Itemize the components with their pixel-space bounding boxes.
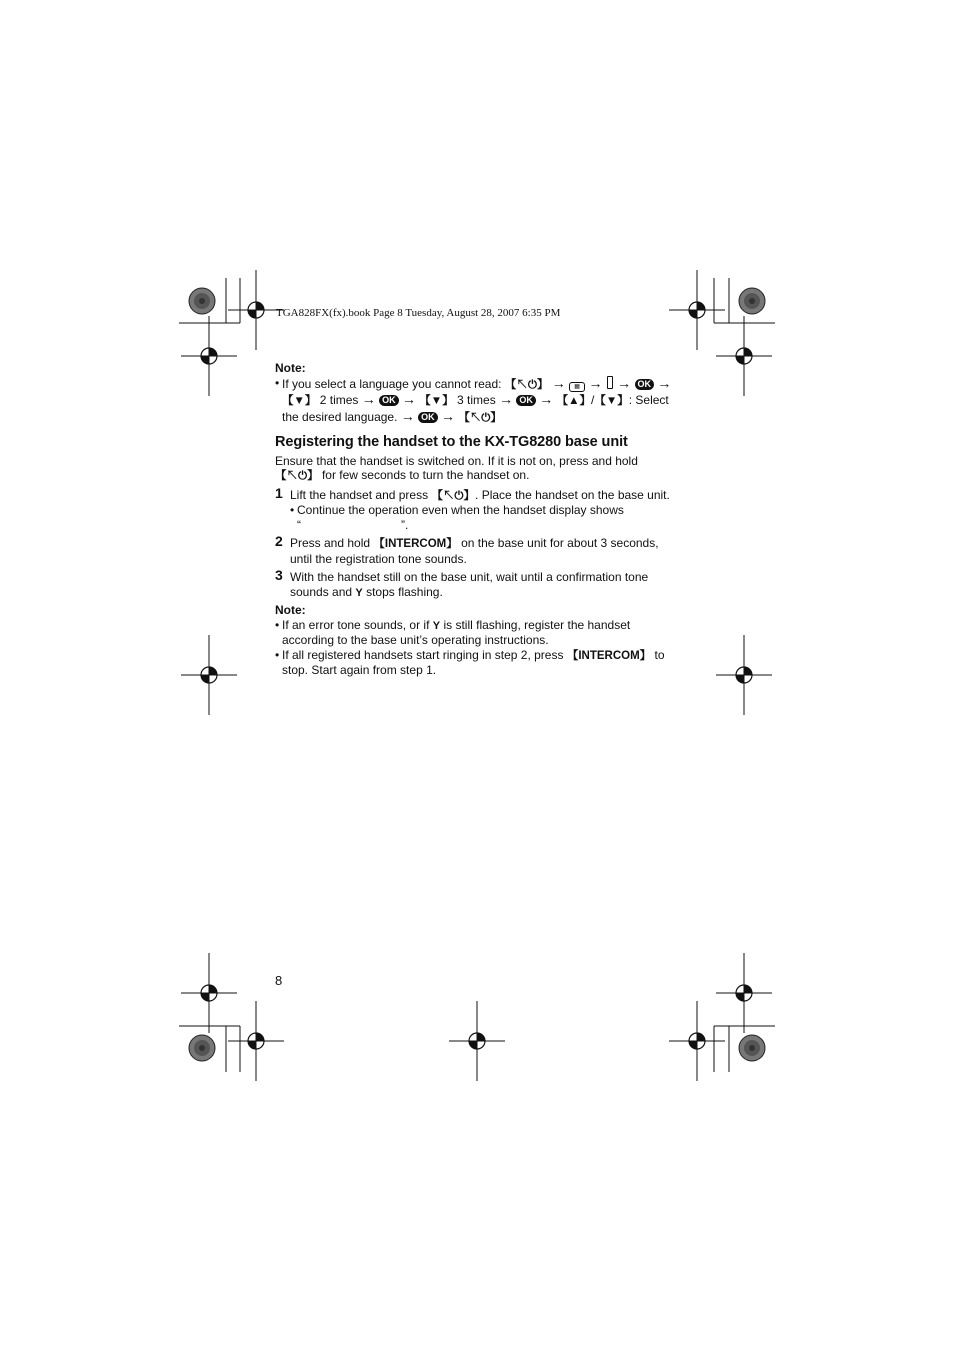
arrow-icon: → [499,391,514,407]
intercom-key: 【INTERCOM】 [566,649,652,662]
step-2-text-b: on the base unit for about 3 seconds, until the registration tone sounds. [290,536,659,566]
intercom-key: 【INTERCOM】 [373,538,458,550]
off-power-icon: ↖⏻ [442,489,464,502]
note-heading: Note: [275,361,306,375]
step-2 [275,533,677,566]
down-icon: ▼ [605,395,618,407]
step-number: 1 [275,484,283,501]
arrow-icon: → [361,391,376,407]
registration-mark-bottom-center [449,1001,505,1081]
slash-text: / [590,393,595,407]
step-number: 2 [275,533,283,549]
intro-text-b: for few seconds to turn the handset on. [321,468,530,482]
handset-setup-icon [607,376,613,389]
arrow-icon: → [588,374,603,391]
off-power-icon: ↖⏻ [286,470,308,482]
step-1-text-b: . Place the handset on the base unit. [475,487,670,502]
up-key: 【▲】 [556,395,591,407]
off-power-key: 【↖⏻】 [431,489,476,502]
open-quote: “ [297,517,301,532]
ok-key-icon: OK [635,379,655,390]
off-power-key: 【↖⏻】 [275,470,319,482]
note-heading: Note: [275,603,306,617]
down-icon: ▼ [430,395,443,407]
page-number: 8 [275,973,283,988]
two-times-text: 2 times [319,393,359,407]
section-title: Registering the handset to the KX-TG8280 base unit [275,434,628,450]
section-intro [275,454,677,484]
off-power-icon: ↖⏻ [469,411,491,424]
off-power-key: 【↖⏻】 [504,378,549,391]
arrow-icon: → [657,374,672,391]
arrow-icon: → [400,407,415,424]
down-key: 【▼】 [419,395,454,407]
registration-mark-bottom-right [669,953,775,1081]
step-3-text-b: stops flashing. [366,584,443,599]
error-tone-bullet: • If an error tone sounds, or if Y is still flashing, register the handset according to the base unit’s operating instructions. [275,618,677,648]
menu-icon: ▦ [569,382,585,392]
off-power-icon: ↖⏻ [516,378,537,391]
ok-key-icon: OK [379,395,399,406]
book-file-header: TGA828FX(fx).book Page 8 Tuesday, August 28, 2007 6:35 PM [276,307,561,319]
arrow-icon: → [617,374,632,391]
ok-key-icon: OK [516,395,536,406]
registration-mark-bottom-left [179,953,284,1081]
arrow-icon: → [401,391,416,407]
three-times-text: 3 times [457,393,496,407]
arrow-icon: → [440,407,455,424]
down-icon: ▼ [293,395,305,407]
up-icon: ▲ [568,395,580,407]
registration-mark-middle-right [716,635,772,715]
step-3-text-a: With the handset still on the base unit, wait until a confirmation tone sounds and [290,570,649,599]
arrow-icon: → [551,374,566,391]
step-1-text-a: Lift the handset and press [290,487,429,502]
antenna-icon: Y [432,619,441,632]
step-number: 3 [275,567,283,583]
language-note-bullet [275,376,677,426]
intro-text-a: Ensure that the handset is switched on. If it is not on, press and hold [275,453,638,468]
off-power-key: 【↖⏻】 [458,411,502,424]
step-1-sub-bullet [290,503,677,532]
close-quote: ”. [401,517,409,532]
all-handsets-ringing-bullet: • If all registered handsets start ringing in step 2, press 【INTERCOM】 to stop. Start again from step 1. [275,648,677,678]
page-content [275,361,677,678]
ok-key-icon: OK [418,412,438,423]
registration-mark-top-left [179,270,284,396]
arrow-icon: → [539,391,554,407]
step-1-sub-text: Continue the operation even when the handset display shows [297,503,624,517]
registration-mark-middle-left [181,635,237,715]
step-1 [275,484,677,533]
down-key: 【▼】 [282,395,317,407]
step-3 [275,567,677,600]
antenna-icon: Y [355,586,363,599]
select-language-text: : Select the desired language. [282,393,669,424]
note-lead-text: If you select a language you cannot read: [282,376,502,391]
step-2-text-a: Press and hold [290,536,371,550]
registration-mark-top-right [669,270,775,396]
down-key: 【▼】 [594,395,629,407]
